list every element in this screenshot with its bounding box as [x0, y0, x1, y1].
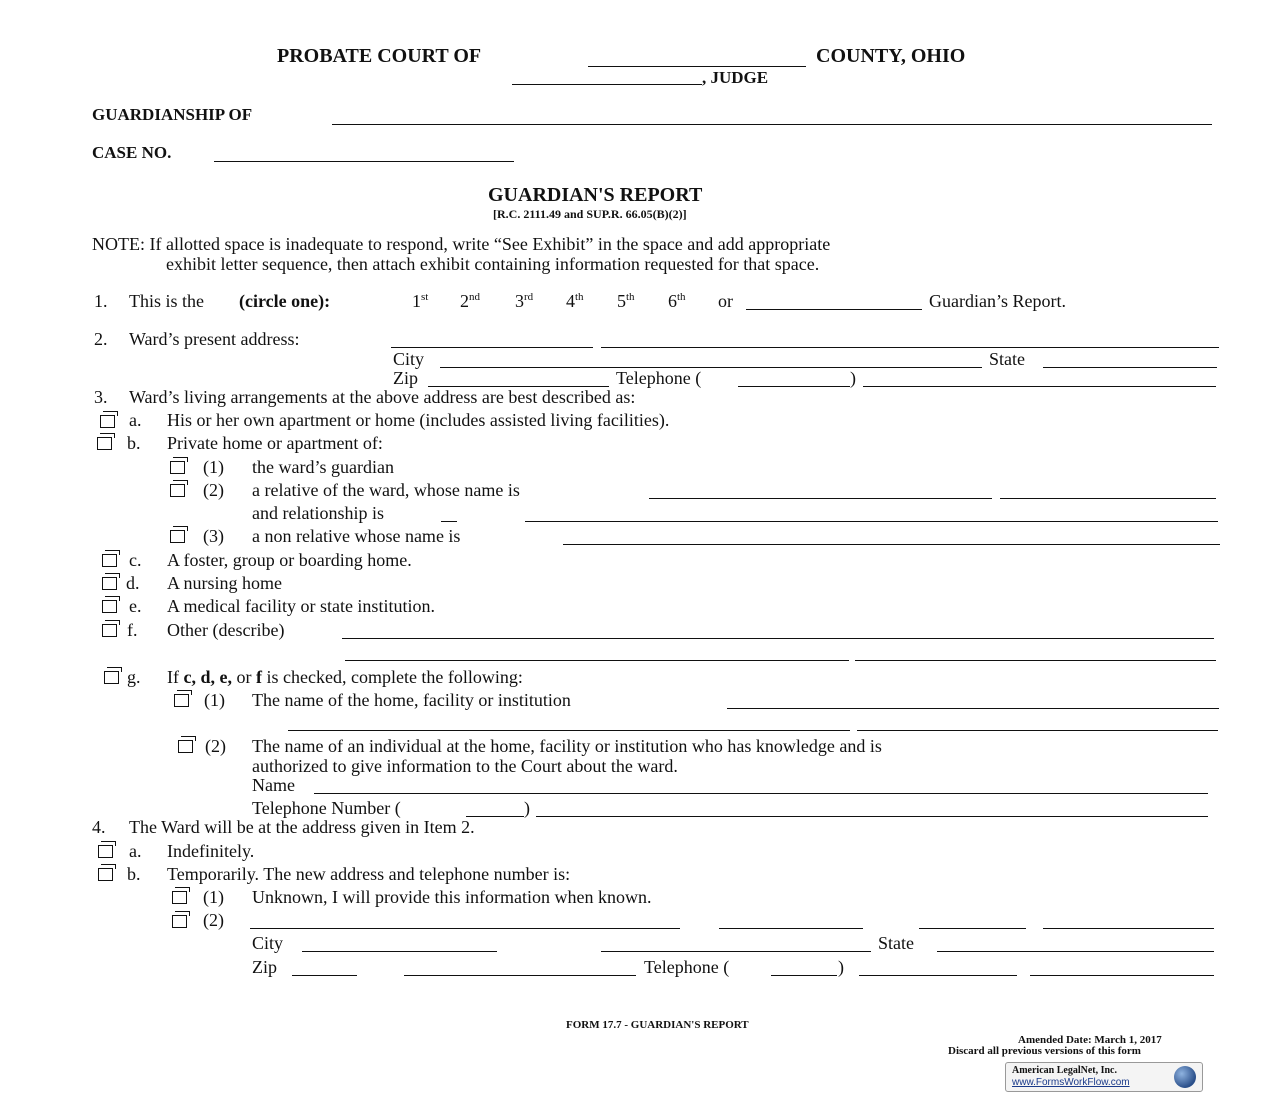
non-relative-name-field[interactable] — [563, 544, 1220, 545]
amended-date: Amended Date: March 1, 2017 — [1018, 1034, 1162, 1046]
ward-telephone-field[interactable] — [863, 386, 1216, 387]
item4-a-letter: a. — [129, 841, 142, 861]
relative-name-field-b[interactable] — [1000, 498, 1216, 499]
item4-city-label: City — [252, 933, 284, 953]
item1-circle-one: (circle one): — [239, 291, 331, 311]
item1-text: This is the — [129, 291, 204, 311]
item3-g1-checkbox[interactable] — [174, 694, 189, 707]
item4-state-label: State — [878, 933, 914, 953]
item3-a-letter: a. — [129, 410, 142, 430]
item2-telephone-paren: ) — [850, 368, 856, 388]
contact-name-field[interactable] — [314, 793, 1208, 794]
note-line-2: exhibit letter sequence, then attach exhibit containing information requested for that space. — [166, 254, 820, 274]
new-address-field-d[interactable] — [1043, 928, 1214, 929]
item3-b1-number: (1) — [203, 457, 224, 477]
new-area-code-field[interactable] — [771, 975, 837, 976]
item3-g2-checkbox[interactable] — [178, 740, 193, 753]
globe-icon — [1174, 1066, 1196, 1088]
contact-telephone-field[interactable] — [536, 816, 1208, 817]
contact-area-code-field[interactable] — [466, 816, 524, 817]
form-number: FORM 17.7 - GUARDIAN'S REPORT — [566, 1019, 749, 1031]
new-address-field-a[interactable] — [250, 928, 680, 929]
item4-a-checkbox[interactable] — [98, 845, 113, 858]
item3-b2-number: (2) — [203, 480, 224, 500]
report-number-field[interactable] — [746, 309, 922, 310]
case-label: CASE NO. — [92, 143, 172, 162]
item4-b1-text: Unknown, I will provide this information when known. — [252, 887, 652, 907]
judge-name-field[interactable] — [512, 84, 702, 85]
item1-suffix: Guardian’s Report. — [929, 291, 1066, 311]
item3-b3-text: a non relative whose name is — [252, 526, 461, 546]
other-description-field-2b[interactable] — [855, 660, 1216, 661]
ward-address-field-a[interactable] — [391, 347, 593, 348]
relative-name-field-a[interactable] — [649, 498, 992, 499]
ordinal-3[interactable]: 3rd — [515, 291, 534, 311]
item3-number: 3. — [94, 387, 108, 407]
item3-label: Ward’s living arrangements at the above address are best described as: — [129, 387, 636, 407]
item4-label: The Ward will be at the address given in Item 2. — [129, 817, 475, 837]
item3-b3-checkbox[interactable] — [170, 530, 185, 543]
item3-g1-text: The name of the home, facility or institution — [252, 690, 571, 710]
item3-d-checkbox[interactable] — [102, 577, 117, 590]
new-address-field-c[interactable] — [919, 928, 1026, 929]
item4-b-text: Temporarily. The new address and telephone number is: — [167, 864, 571, 884]
county-field[interactable] — [588, 66, 806, 67]
new-address-field-b[interactable] — [719, 928, 863, 929]
item4-b-letter: b. — [127, 864, 141, 884]
item3-b2-text: a relative of the ward, whose name is — [252, 480, 520, 500]
item3-b-letter: b. — [127, 433, 141, 453]
item3-b-checkbox[interactable] — [97, 437, 112, 450]
item2-label: Ward’s present address: — [129, 329, 300, 349]
contact-name-label: Name — [252, 775, 295, 795]
item3-g-letter: g. — [127, 667, 141, 687]
court-line-right: COUNTY, OHIO — [816, 45, 966, 67]
item2-number: 2. — [94, 329, 108, 349]
item4-b2-checkbox[interactable] — [172, 915, 187, 928]
item3-f-letter: f. — [127, 620, 138, 640]
new-telephone-field-a[interactable] — [859, 975, 1017, 976]
item3-e-text: A medical facility or state institution. — [167, 596, 435, 616]
new-city-field-a[interactable] — [302, 951, 497, 952]
relationship-field-a[interactable] — [441, 521, 457, 522]
new-zip-field-a[interactable] — [292, 975, 357, 976]
court-line-left: PROBATE COURT OF — [277, 45, 482, 67]
judge-label: , JUDGE — [702, 68, 769, 87]
item3-c-text: A foster, group or boarding home. — [167, 550, 412, 570]
item3-c-letter: c. — [129, 550, 142, 570]
item3-f-text: Other (describe) — [167, 620, 285, 640]
publisher-website[interactable]: www.FormsWorkFlow.com — [1012, 1077, 1130, 1088]
item3-a-checkbox[interactable] — [100, 415, 115, 428]
guardianship-label: GUARDIANSHIP OF — [92, 105, 253, 124]
ward-area-code-field[interactable] — [738, 386, 850, 387]
item3-b3-number: (3) — [203, 526, 224, 546]
item3-a-text: His or her own apartment or home (includes assisted living facilities). — [167, 410, 670, 430]
other-description-field-2a[interactable] — [345, 660, 849, 661]
item4-b2-number: (2) — [203, 910, 224, 930]
new-city-field-b[interactable] — [601, 951, 871, 952]
publisher-name: American LegalNet, Inc. — [1012, 1065, 1117, 1076]
facility-name-field-1[interactable] — [727, 708, 1219, 709]
item4-b1-checkbox[interactable] — [172, 891, 187, 904]
item3-g-checkbox[interactable] — [104, 671, 119, 684]
new-telephone-field-b[interactable] — [1030, 975, 1214, 976]
ordinal-1[interactable]: 1st — [412, 291, 429, 311]
case-number-field[interactable] — [214, 161, 514, 162]
item3-f-checkbox[interactable] — [102, 624, 117, 637]
relationship-field-b[interactable] — [525, 521, 1218, 522]
item3-g-text: If c, d, e, or f is checked, complete the following: — [167, 667, 523, 687]
discard-note: Discard all previous versions of this form — [948, 1045, 1141, 1057]
item3-g2-line-2: authorized to give information to the Court about the ward. — [252, 756, 678, 776]
item3-b2-checkbox[interactable] — [170, 484, 185, 497]
item4-b-checkbox[interactable] — [98, 868, 113, 881]
item4-a-text: Indefinitely. — [167, 841, 255, 861]
ward-address-field-b[interactable] — [601, 347, 1219, 348]
facility-name-field-2b[interactable] — [857, 730, 1218, 731]
item1-number: 1. — [94, 291, 108, 311]
form-citation: [R.C. 2111.49 and SUP.R. 66.05(B)(2)] — [493, 207, 687, 221]
facility-name-field-2a[interactable] — [288, 730, 850, 731]
item3-b1-checkbox[interactable] — [170, 461, 185, 474]
item3-c-checkbox[interactable] — [102, 554, 117, 567]
item2-state-label: State — [989, 349, 1025, 369]
ward-city-field[interactable] — [440, 367, 982, 368]
item4-zip-label: Zip — [252, 957, 277, 977]
item3-b2-relationship-label: and relationship is — [252, 503, 384, 523]
item3-b-text: Private home or apartment of: — [167, 433, 383, 453]
form-title: GUARDIAN'S REPORT — [488, 184, 703, 206]
item3-d-text: A nursing home — [167, 573, 282, 593]
item4-telephone-label: Telephone ( — [644, 957, 730, 977]
note-line-1: NOTE: If allotted space is inadequate to respond, write “See Exhibit” in the space and add appropriate — [92, 234, 831, 254]
ordinal-4[interactable]: 4th — [566, 291, 584, 311]
item4-number: 4. — [92, 817, 106, 837]
ordinal-2[interactable]: 2nd — [460, 291, 480, 311]
item3-d-letter: d. — [126, 573, 140, 593]
guardianship-field[interactable] — [332, 124, 1212, 125]
ordinal-5[interactable]: 5th — [617, 291, 635, 311]
item4-b1-number: (1) — [203, 887, 224, 907]
item3-e-checkbox[interactable] — [102, 600, 117, 613]
item2-telephone-label: Telephone ( — [616, 368, 702, 388]
new-state-field[interactable] — [937, 951, 1214, 952]
item3-g2-line-1: The name of an individual at the home, facility or institution who has knowledge and is — [252, 736, 882, 756]
other-description-field-1[interactable] — [342, 638, 1214, 639]
item3-g1-number: (1) — [204, 690, 225, 710]
new-zip-field-b[interactable] — [404, 975, 636, 976]
item2-zip-label: Zip — [393, 368, 418, 388]
item3-e-letter: e. — [129, 596, 142, 616]
publisher-badge[interactable] — [1005, 1062, 1203, 1092]
item1-or: or — [718, 291, 733, 311]
item3-b1-text: the ward’s guardian — [252, 457, 394, 477]
contact-telephone-label: Telephone Number ( — [252, 798, 401, 818]
ordinal-6[interactable]: 6th — [668, 291, 686, 311]
item4-telephone-paren: ) — [838, 957, 844, 977]
contact-telephone-paren: ) — [524, 798, 530, 818]
item3-g2-number: (2) — [205, 736, 226, 756]
ward-state-field[interactable] — [1043, 367, 1217, 368]
item2-city-label: City — [393, 349, 425, 369]
